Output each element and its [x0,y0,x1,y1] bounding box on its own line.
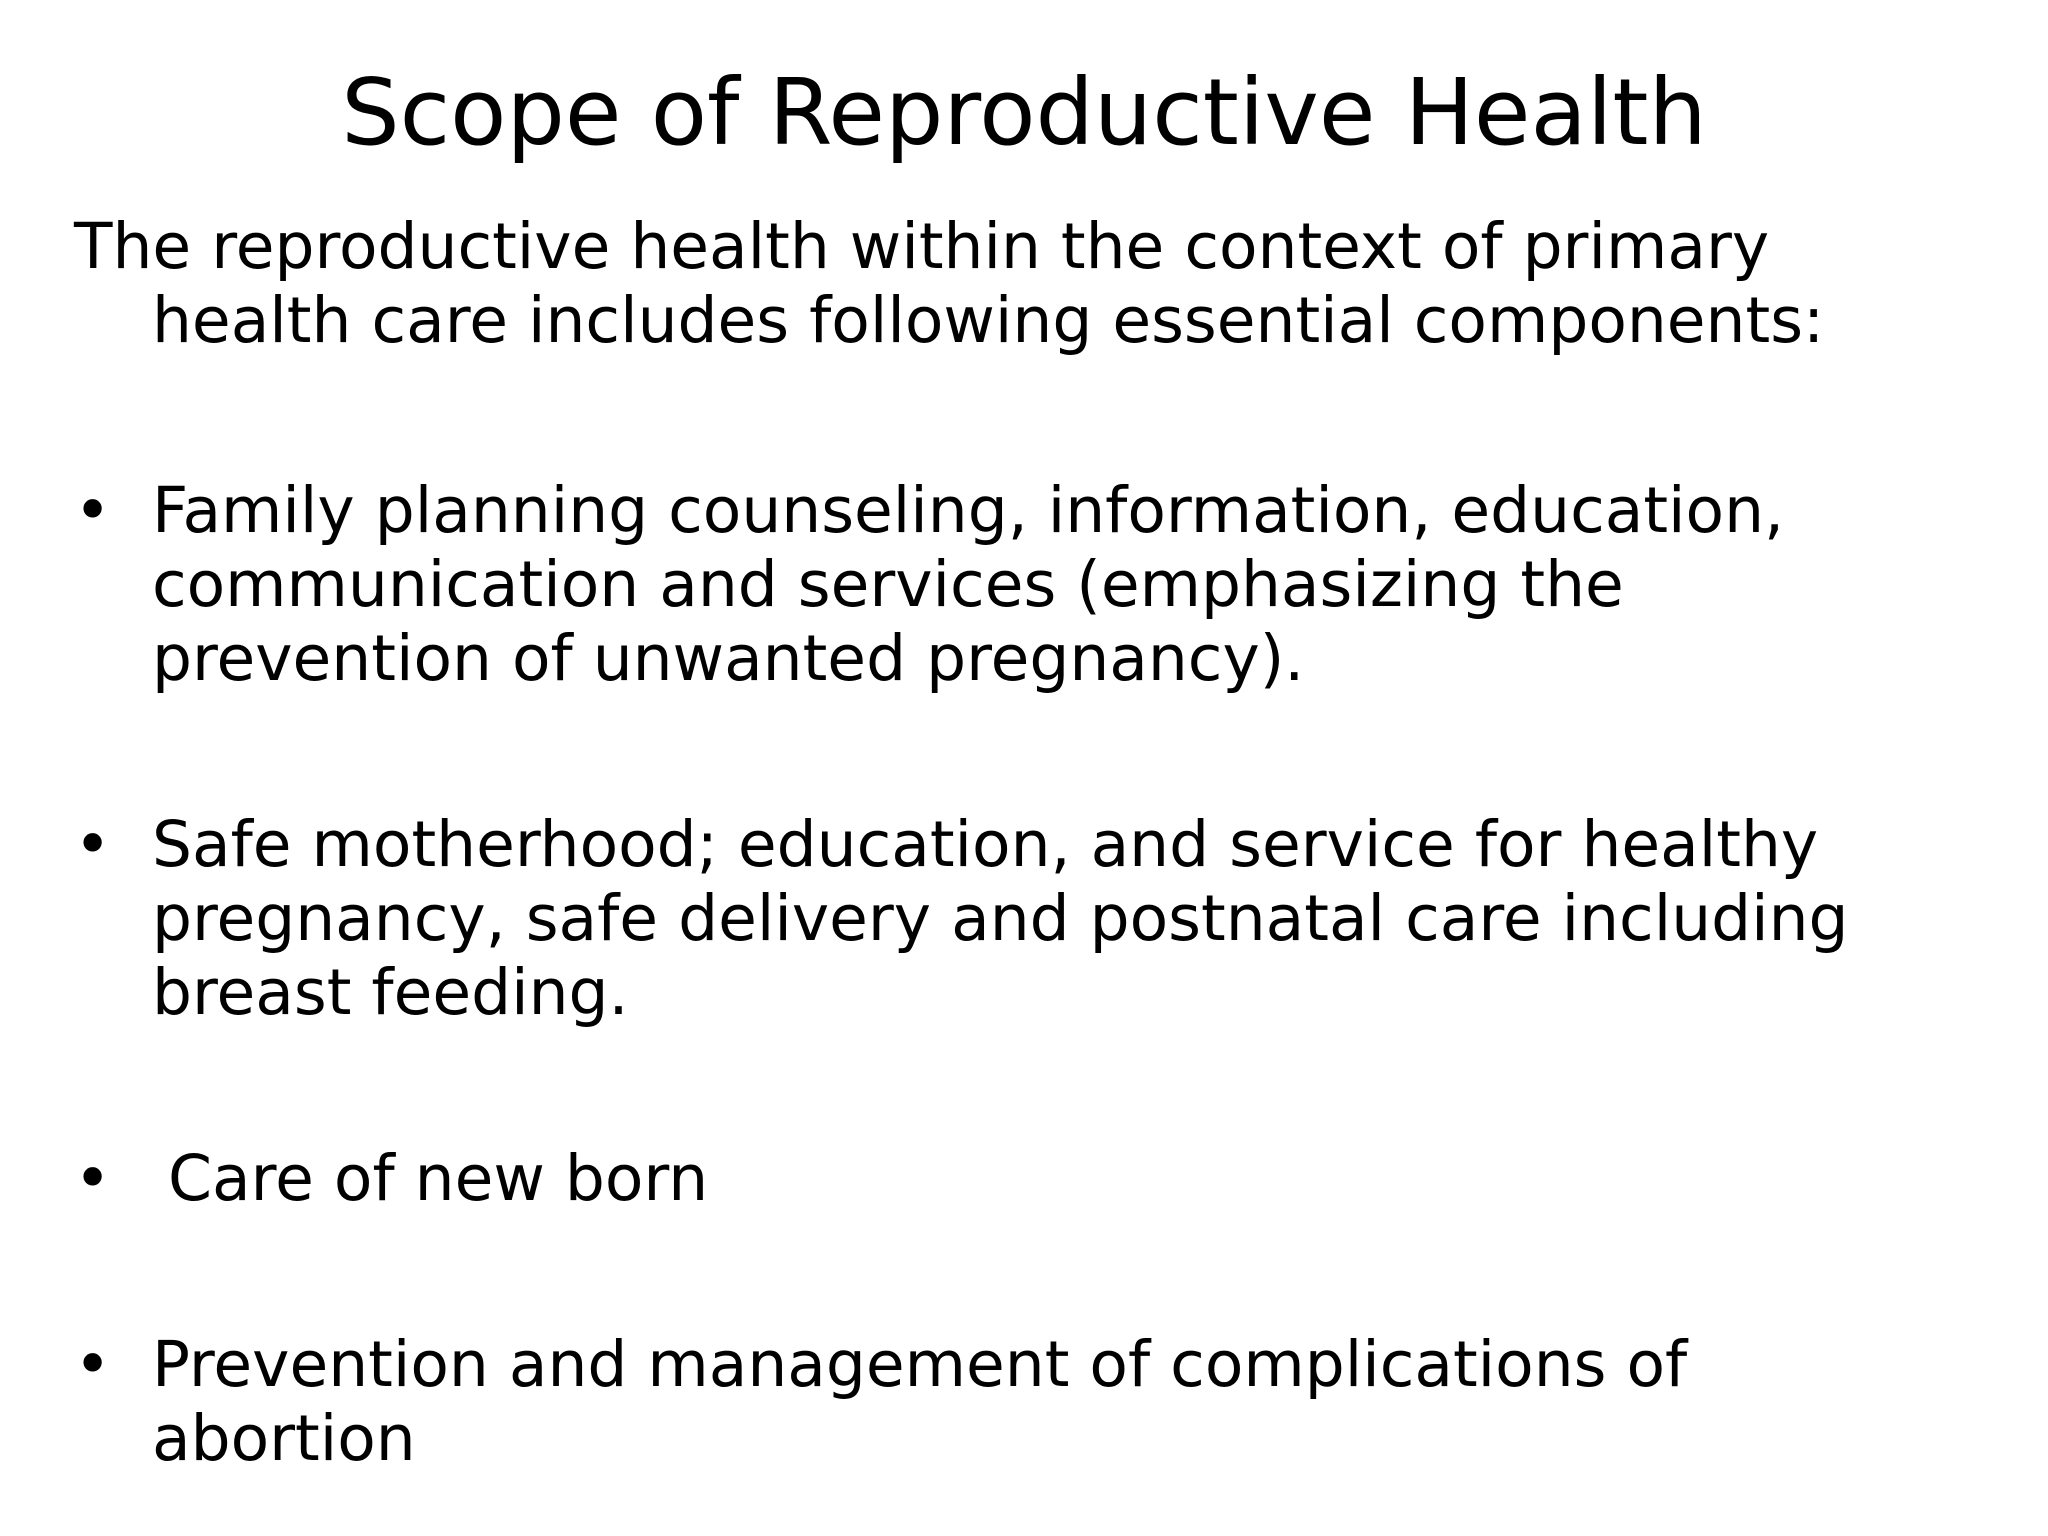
bullet-item-safe-motherhood [74,808,1954,1030]
bullet-text: Family planning counseling, information, education, communication and services (emphasizing the prevention of unwanted pregnancy). [152,474,1785,695]
bullet-dot-icon: • [74,474,112,547]
intro-paragraph [74,210,1874,358]
intro-line-2: health care includes following essential components: [152,284,1825,357]
bullet-dot-icon: • [74,808,112,881]
bullet-text: Safe motherhood; education, and service for healthy pregnancy, safe delivery and postnatal care including breast feeding. [152,808,1849,1029]
bullet-text: Care of new born [168,1142,709,1215]
bullet-dot-icon: • [74,1328,112,1401]
slide-title: Scope of Reproductive Health [341,59,1707,166]
bullet-item-family-planning [74,474,1954,696]
bullet-dot-icon: • [74,1142,112,1215]
bullet-text: Prevention and management of complications of abortion [152,1328,1688,1475]
intro-line-1: The reproductive health within the context of primary [74,210,1770,283]
bullet-item-new-born-care [74,1142,1954,1216]
bullet-item-abortion-complications [74,1328,1954,1476]
